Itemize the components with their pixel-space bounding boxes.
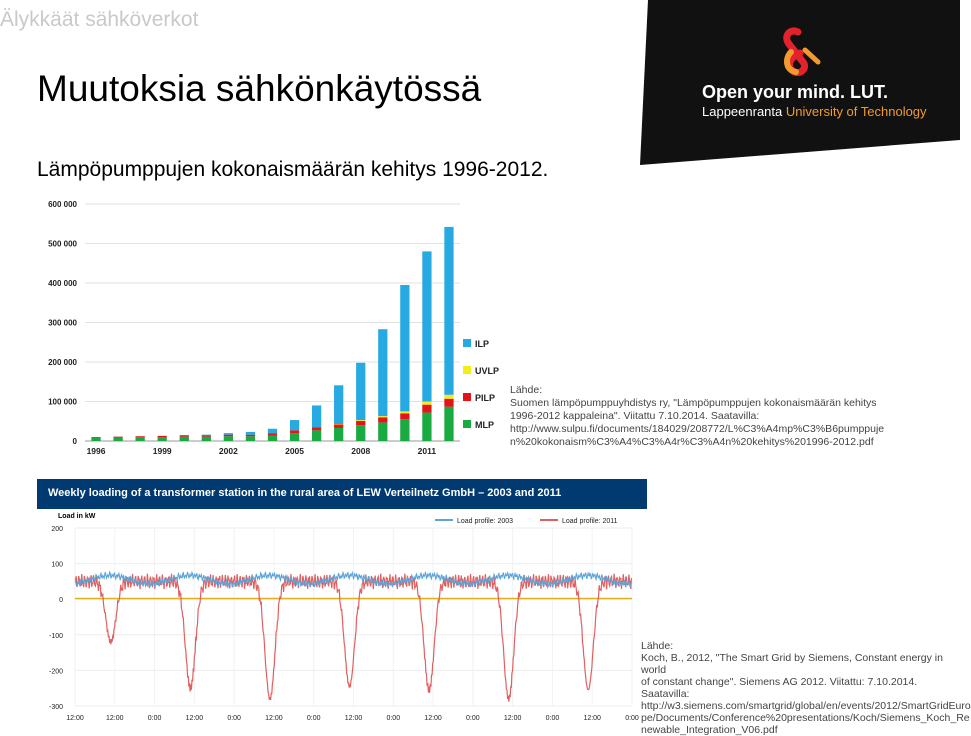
bar-segment-uvlp	[422, 402, 431, 405]
bar-segment-mlp	[202, 437, 211, 441]
line-x-tick-label: 0:00	[625, 715, 639, 722]
line-y-tick-label: -300	[48, 704, 63, 711]
logo-university-part2: University of Technology	[785, 104, 927, 119]
bar-segment-pilp	[202, 435, 211, 436]
line-y-tick-label: 100	[51, 561, 63, 569]
bar-segment-uvlp	[334, 424, 343, 425]
bar-segment-pilp	[422, 405, 431, 413]
bar-y-tick-label: 200 000	[48, 358, 77, 367]
line-x-tick-label: 12:00	[344, 715, 363, 722]
line-x-tick-label: 0:00	[147, 715, 162, 722]
bar-segment-ilp	[422, 251, 431, 401]
source1-line: http://www.sulpu.fi/documents/184029/208772/L%C3%A4mp%C3%B6pumppuje	[510, 423, 885, 435]
bar-segment-ilp	[400, 285, 409, 411]
source-citation-2	[641, 640, 971, 736]
bar-legend-label: ILP	[475, 339, 490, 349]
source1-line: Lähde:	[510, 384, 543, 396]
bar-segment-mlp	[444, 407, 453, 441]
line-y-tick-label: 200	[51, 526, 63, 533]
bar-segment-pilp	[400, 413, 409, 419]
bar-segment-mlp	[224, 436, 233, 441]
bar-segment-pilp	[444, 399, 453, 407]
bar-segment-mlp	[356, 425, 365, 441]
bar-segment-ilp	[444, 227, 453, 395]
line-x-tick-label: 12:00	[265, 715, 283, 722]
line-legend-label: Load profile: 2011	[562, 518, 618, 525]
source2-line: pe/Documents/Conference%20presentations/Koch/Siemens_Koch_Re	[641, 712, 970, 724]
bar-y-tick-label: 300 000	[48, 318, 77, 328]
bar-segment-pilp	[180, 435, 189, 436]
line-x-tick-label: 0:00	[306, 715, 321, 722]
page-title: Muutoksia sähkönkäytössä	[37, 68, 482, 109]
bar-y-tick-label: 600 000	[48, 200, 77, 209]
line-x-tick-label: 12:00	[583, 715, 601, 722]
top-header-text: Älykkäät sähköverkot	[0, 8, 199, 31]
bar-legend-swatch	[463, 366, 471, 374]
logo-university	[702, 104, 927, 119]
bar-segment-ilp	[334, 385, 343, 424]
source2-line: of constant change". Siemens AG 2012. Viitattu: 7.10.2014. Saatavilla:	[641, 676, 918, 700]
source2-line: Lähde:	[641, 640, 674, 652]
bar-segment-ilp	[356, 363, 365, 420]
bar-segment-pilp	[356, 421, 365, 425]
bar-segment-pilp	[290, 430, 299, 433]
transformer-load-line-chart	[30, 510, 639, 725]
source-citation-1	[510, 384, 885, 449]
bar-segment-uvlp	[400, 411, 409, 413]
bar-legend-swatch	[463, 420, 471, 428]
line-x-tick-label: 12:00	[503, 715, 522, 722]
line-x-tick-label: 0:00	[227, 715, 241, 722]
bar-legend-label: MLP	[475, 420, 494, 430]
bar-segment-mlp	[246, 436, 255, 441]
bar-legend-swatch	[463, 339, 471, 347]
bar-segment-pilp	[334, 424, 343, 428]
bar-x-tick-label: 2005	[285, 446, 305, 456]
bar-segment-mlp	[378, 422, 387, 441]
bar-legend-swatch	[463, 393, 471, 401]
bar-segment-ilp	[246, 432, 255, 435]
line-y-axis-title: Load in kW	[58, 513, 96, 520]
bar-segment-ilp	[378, 329, 387, 416]
source2-line: Koch, B., 2012, "The Smart Grid by Siemens, Constant energy in world	[641, 652, 943, 676]
bar-y-tick-label: 500 000	[48, 239, 77, 249]
heat-pump-bar-chart	[30, 190, 530, 460]
source2-line: newable_Integration_V06.pdf	[641, 724, 778, 736]
line-x-tick-label: 12:00	[424, 715, 442, 722]
bar-segment-mlp	[180, 437, 189, 441]
bar-x-tick-label: 2011	[417, 446, 437, 456]
bar-segment-mlp	[91, 438, 100, 441]
bar-segment-mlp	[334, 428, 343, 441]
bar-segment-ilp	[202, 435, 211, 436]
logo-university-part1: Lappeenranta	[702, 104, 783, 119]
page-subtitle: Lämpöpumppujen kokonaismäärän kehitys 1996-2012.	[37, 158, 549, 181]
transformer-chart-title: Weekly loading of a transformer station in the rural area of LEW Verteilnetz GmbH – 2003 and 2011	[37, 479, 647, 509]
bar-legend-label: UVLP	[475, 366, 500, 376]
bar-segment-mlp	[422, 413, 431, 441]
line-x-tick-label: 12:00	[106, 715, 124, 722]
bar-y-tick-label: 100 000	[48, 397, 77, 407]
line-x-tick-label: 0:00	[545, 715, 560, 722]
bar-segment-uvlp	[356, 420, 365, 421]
bar-segment-mlp	[312, 430, 321, 441]
lut-logo	[640, 0, 960, 165]
bar-x-tick-label: 1999	[152, 446, 172, 456]
bar-segment-pilp	[113, 437, 122, 438]
bar-segment-pilp	[268, 433, 277, 435]
logo-slogan: Open your mind. LUT.	[702, 82, 889, 102]
bar-segment-uvlp	[378, 416, 387, 417]
bar-segment-ilp	[268, 429, 277, 434]
bar-x-tick-label: 2002	[218, 446, 238, 456]
bar-y-tick-label: 400 000	[48, 279, 77, 288]
bar-segment-pilp	[312, 427, 321, 430]
bar-x-tick-label: 2008	[351, 446, 371, 456]
source1-line: Suomen lämpöpumppuyhdistys ry, "Lämpöpumppujen kokonaismäärän kehitys	[510, 397, 877, 409]
bar-segment-mlp	[158, 437, 167, 441]
bar-segment-ilp	[312, 405, 321, 427]
bar-segment-pilp	[158, 436, 167, 437]
line-y-tick-label: 0	[59, 597, 63, 605]
line-x-tick-label: 0:00	[466, 715, 480, 722]
bar-y-tick-label: 0	[72, 437, 77, 446]
line-x-tick-label: 0:00	[386, 715, 401, 722]
bar-segment-pilp	[224, 435, 233, 437]
line-legend-label: Load profile: 2003	[457, 518, 514, 525]
bar-legend-label: PILP	[475, 393, 496, 403]
source1-line: 1996-2012 kappaleina". Viitattu 7.10.2014. Saatavilla:	[510, 410, 760, 422]
bar-x-tick-label: 1996	[86, 446, 106, 456]
bar-segment-mlp	[136, 437, 145, 441]
bar-segment-uvlp	[444, 395, 453, 399]
bar-segment-mlp	[113, 437, 122, 441]
line-y-tick-label: -200	[48, 668, 63, 676]
bar-segment-pilp	[136, 436, 145, 437]
line-x-tick-label: 12:00	[185, 715, 204, 722]
bar-segment-ilp	[224, 433, 233, 435]
line-x-tick-label: 12:00	[66, 715, 84, 722]
bar-segment-pilp	[91, 437, 100, 438]
bar-segment-ilp	[290, 420, 299, 430]
bar-segment-mlp	[290, 433, 299, 441]
source2-line: http://w3.siemens.com/smartgrid/global/en/events/2012/SmartGridEuro	[641, 700, 971, 712]
bar-segment-pilp	[378, 417, 387, 422]
source1-line: n%20kokonaism%C3%A4%C3%A4r%C3%A4n%20kehitys%201996-2012.pdf	[510, 436, 874, 448]
bar-segment-pilp	[246, 435, 255, 437]
line-y-tick-label: -100	[48, 632, 63, 640]
bar-segment-mlp	[268, 435, 277, 441]
bar-segment-mlp	[400, 419, 409, 441]
bar-segment-ilp	[180, 435, 189, 436]
